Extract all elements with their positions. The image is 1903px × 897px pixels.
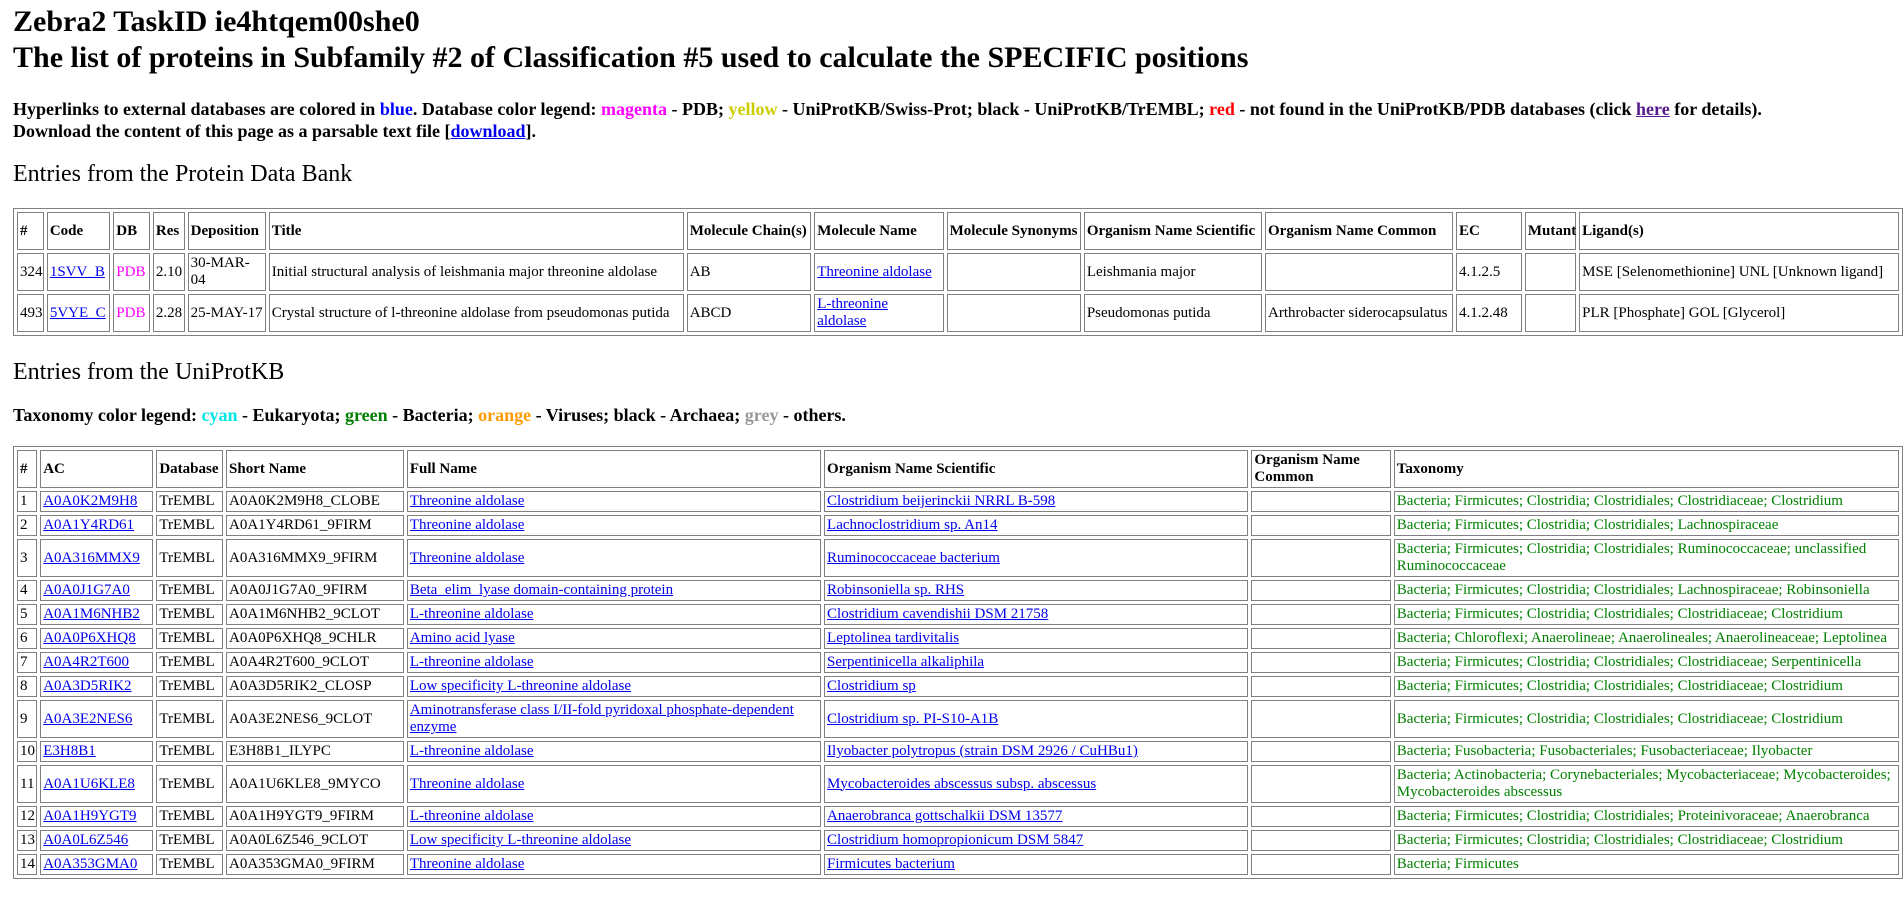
- uniprot-header-cell: Taxonomy: [1394, 450, 1899, 488]
- uniprot-cell: 7: [17, 652, 37, 673]
- uniprot-table-row: [17, 676, 1899, 697]
- pdb-header-cell: Title: [269, 212, 684, 250]
- uniprot-cell: 2: [17, 515, 37, 536]
- uniprot-cell: [824, 741, 1248, 762]
- page-subtitle: The list of proteins in Subfamily #2 of Classification #5 used to calculate the SPECIFIC positions: [13, 41, 1249, 74]
- uniprot-cell-link[interactable]: Threonine aldolase: [409, 493, 525, 509]
- pdb-cell: [947, 253, 1081, 291]
- uniprot-header-cell: AC: [40, 450, 153, 488]
- tax-legend-text: - others.: [778, 405, 846, 425]
- pdb-cell: PDB: [113, 253, 150, 291]
- pdb-cell: Pseudomonas putida: [1084, 294, 1262, 332]
- uniprot-cell: TrEMBL: [156, 580, 223, 601]
- uniprot-cell: [407, 700, 821, 738]
- uniprot-cell: 6: [17, 628, 37, 649]
- pdb-header-cell: Code: [47, 212, 110, 250]
- uniprot-cell: [40, 515, 153, 536]
- uniprot-cell: [1251, 700, 1390, 738]
- uniprot-cell: TrEMBL: [156, 741, 223, 762]
- uniprot-table-row: [17, 700, 1899, 738]
- uniprot-cell-link[interactable]: Leptolinea tardivitalis: [827, 630, 960, 646]
- uniprot-table-row: [17, 652, 1899, 673]
- pdb-cell: 30-MAR-04: [188, 253, 266, 291]
- pdb-cell: [47, 294, 110, 332]
- uniprot-cell-link[interactable]: L-threonine aldolase: [409, 606, 534, 622]
- uniprot-cell: [824, 580, 1248, 601]
- uniprot-cell: 10: [17, 741, 37, 762]
- uniprot-cell: [407, 765, 821, 803]
- uniprot-cell-link[interactable]: A0A353GMA0: [43, 856, 138, 872]
- uniprot-cell: Bacteria; Firmicutes; Clostridia; Clostridiales; Clostridiaceae; Serpentinicella: [1394, 652, 1899, 673]
- uniprot-cell: [1251, 676, 1390, 697]
- uniprot-table-row: [17, 830, 1899, 851]
- pdb-cell: 25-MAY-17: [188, 294, 266, 332]
- page-title: Zebra2 TaskID ie4htqem00she0: [13, 5, 420, 38]
- uniprot-cell-link[interactable]: L-threonine aldolase: [409, 654, 534, 670]
- uniprot-table-row: [17, 580, 1899, 601]
- uniprot-cell-link[interactable]: Ruminococcaceae bacterium: [827, 549, 1000, 566]
- pdb-cell: [1265, 253, 1453, 291]
- download-link[interactable]: download: [450, 121, 526, 141]
- uniprot-cell-link[interactable]: Amino acid lyase: [409, 630, 515, 646]
- tax-legend-text: Taxonomy color legend:: [13, 405, 202, 425]
- uniprot-cell-link[interactable]: Aminotransferase class I/II-fold pyridoxal phosphate-dependent enzyme: [409, 702, 794, 735]
- uniprot-cell: [40, 741, 153, 762]
- uniprot-cell: [407, 676, 821, 697]
- uniprot-cell-link[interactable]: Anaerobranca gottschalkii DSM 13577: [827, 808, 1063, 824]
- uniprot-cell: 3: [17, 539, 37, 577]
- tax-legend-cyan: cyan: [201, 405, 238, 425]
- uniprot-cell: [824, 700, 1248, 738]
- uniprot-cell: [407, 580, 821, 601]
- here-link[interactable]: here: [1636, 99, 1670, 119]
- uniprot-cell: [407, 628, 821, 649]
- pdb-cell-link[interactable]: L-threonine aldolase: [817, 296, 888, 329]
- pdb-cell: 493: [17, 294, 44, 332]
- uniprot-cell-link[interactable]: Clostridium beijerinckii NRRL B-598: [827, 493, 1056, 509]
- uniprot-cell: Bacteria; Firmicutes; Clostridia; Clostridiales; Clostridiaceae; Clostridium: [1394, 491, 1899, 512]
- uniprot-cell: A0A3E2NES6_9CLOT: [226, 700, 404, 738]
- uniprot-cell: [40, 604, 153, 625]
- uniprot-cell-link[interactable]: A0A0L6Z546: [43, 832, 129, 848]
- uniprot-cell: [40, 676, 153, 697]
- pdb-header-cell: Deposition: [188, 212, 266, 250]
- uniprot-cell: [40, 628, 153, 649]
- uniprot-cell: Bacteria; Firmicutes; Clostridia; Clostridiales; Clostridiaceae; Clostridium: [1394, 700, 1899, 738]
- pdb-cell: [47, 253, 110, 291]
- pdb-header-cell: Organism Name Common: [1265, 212, 1453, 250]
- uniprot-cell-link[interactable]: A0A0K2M9H8: [43, 493, 138, 509]
- uniprot-cell-link[interactable]: Threonine aldolase: [409, 549, 525, 566]
- pdb-cell: Crystal structure of l-threonine aldolase from pseudomonas putida: [269, 294, 684, 332]
- pdb-header-cell: Mutant: [1525, 212, 1576, 250]
- uniprot-cell-link[interactable]: A0A1U6KLE8: [43, 775, 135, 792]
- uniprot-cell: [824, 854, 1248, 875]
- uniprot-cell: Bacteria; Firmicutes; Clostridia; Clostridiales; Proteinivoraceae; Anaerobranca: [1394, 806, 1899, 827]
- uniprot-cell-link[interactable]: A0A0P6XHQ8: [43, 630, 136, 646]
- uniprot-cell: [824, 539, 1248, 577]
- uniprot-cell: A0A4R2T600_9CLOT: [226, 652, 404, 673]
- pdb-header-cell: #: [17, 212, 44, 250]
- uniprot-cell: [1251, 491, 1390, 512]
- uniprot-cell: A0A3D5RIK2_CLOSP: [226, 676, 404, 697]
- uniprot-cell-link[interactable]: L-threonine aldolase: [409, 743, 534, 759]
- pdb-section-heading: Entries from the Protein Data Bank: [13, 161, 353, 187]
- legend-text: - PDB;: [667, 99, 729, 119]
- uniprot-cell: [1251, 741, 1390, 762]
- uniprot-table-row: [17, 854, 1899, 875]
- uniprot-cell-link[interactable]: Clostridium sp: [827, 678, 916, 694]
- uniprot-cell: TrEMBL: [156, 830, 223, 851]
- uniprot-cell: 11: [17, 765, 37, 803]
- uniprot-cell-link[interactable]: Firmicutes bacterium: [827, 856, 955, 872]
- uniprot-table: [13, 446, 1903, 879]
- uniprot-cell: TrEMBL: [156, 854, 223, 875]
- uniprot-cell-link[interactable]: Mycobacteroides abscessus subsp. abscessus: [827, 775, 1097, 792]
- pdb-cell-link[interactable]: 5VYE_C: [49, 304, 106, 321]
- tax-legend-text: - Eukaryota;: [237, 405, 346, 425]
- uniprot-cell-link[interactable]: L-threonine aldolase: [409, 808, 534, 824]
- pdb-header-cell: EC: [1456, 212, 1522, 250]
- uniprot-cell: A0A1H9YGT9_9FIRM: [226, 806, 404, 827]
- pdb-cell: 4.1.2.48: [1456, 294, 1522, 332]
- uniprot-cell: TrEMBL: [156, 806, 223, 827]
- uniprot-cell: [40, 700, 153, 738]
- pdb-table: [13, 208, 1903, 336]
- tax-legend-text: - Viruses; black - Archaea;: [531, 405, 745, 425]
- pdb-cell: [1525, 294, 1576, 332]
- uniprot-cell: Bacteria; Firmicutes; Clostridia; Clostridiales; Clostridiaceae; Clostridium: [1394, 676, 1899, 697]
- uniprot-cell: [407, 652, 821, 673]
- download-text: ].: [525, 121, 537, 141]
- pdb-header-cell: Molecule Synonyms: [947, 212, 1081, 250]
- uniprot-cell: A0A353GMA0_9FIRM: [226, 854, 404, 875]
- uniprot-cell-link[interactable]: Threonine aldolase: [409, 856, 525, 872]
- pdb-cell-link[interactable]: Threonine aldolase: [817, 263, 932, 280]
- uniprot-cell: [407, 491, 821, 512]
- uniprot-cell-link[interactable]: A0A1Y4RD61: [43, 517, 135, 533]
- uniprot-cell: [824, 515, 1248, 536]
- uniprot-cell: TrEMBL: [156, 604, 223, 625]
- tax-legend-text: - Bacteria;: [387, 405, 479, 425]
- uniprot-cell: [407, 741, 821, 762]
- uniprot-cell: [40, 806, 153, 827]
- legend-red: red: [1209, 99, 1235, 119]
- uniprot-cell: 4: [17, 580, 37, 601]
- legend-text: Hyperlinks to external databases are colored in: [13, 99, 380, 119]
- uniprot-cell: E3H8B1_ILYPC: [226, 741, 404, 762]
- uniprot-header-cell: Full Name: [407, 450, 821, 488]
- uniprot-cell: [824, 806, 1248, 827]
- uniprot-cell: [1251, 830, 1390, 851]
- uniprot-table-header: [17, 450, 1899, 488]
- uniprot-cell-link[interactable]: A0A0J1G7A0: [43, 582, 130, 598]
- download-text: Download the content of this page as a parsable text file [: [13, 121, 451, 141]
- uniprot-cell: A0A0J1G7A0_9FIRM: [226, 580, 404, 601]
- pdb-header-cell: Ligand(s): [1579, 212, 1899, 250]
- pdb-cell: ABCD: [687, 294, 811, 332]
- uniprot-cell: A0A316MMX9_9FIRM: [226, 539, 404, 577]
- pdb-table-header: [17, 212, 1899, 250]
- uniprot-cell: A0A0K2M9H8_CLOBE: [226, 491, 404, 512]
- tax-legend-grey: grey: [744, 405, 779, 425]
- uniprot-cell-link[interactable]: Serpentinicella alkaliphila: [827, 654, 985, 670]
- uniprot-header-cell: Short Name: [226, 450, 404, 488]
- pdb-table-row: [17, 294, 1899, 332]
- uniprot-cell-link[interactable]: E3H8B1: [43, 743, 96, 759]
- pdb-cell: 4.1.2.5: [1456, 253, 1522, 291]
- uniprot-cell-link[interactable]: Beta_elim_lyase domain-containing protein: [409, 582, 674, 598]
- uniprot-cell: [824, 628, 1248, 649]
- uniprot-table-row: [17, 628, 1899, 649]
- uniprot-table-row: [17, 491, 1899, 512]
- uniprot-cell-link[interactable]: A0A1M6NHB2: [43, 606, 140, 622]
- uniprot-cell: [407, 830, 821, 851]
- pdb-cell-link[interactable]: 1SVV_B: [49, 263, 105, 280]
- pdb-cell: PDB: [113, 294, 150, 332]
- uniprot-cell: Bacteria; Chloroflexi; Anaerolineae; Anaerolineales; Anaerolineaceae; Leptolinea: [1394, 628, 1899, 649]
- legend-blue: blue: [379, 99, 413, 119]
- uniprot-cell: [40, 652, 153, 673]
- uniprot-cell-link[interactable]: Threonine aldolase: [409, 517, 525, 533]
- uniprot-cell-link[interactable]: A0A4R2T600: [43, 654, 130, 670]
- uniprot-cell: [407, 604, 821, 625]
- uniprot-cell: [407, 539, 821, 577]
- taxonomy-legend: [13, 404, 1890, 426]
- uniprot-cell: [824, 652, 1248, 673]
- uniprot-table-row: [17, 765, 1899, 803]
- pdb-header-cell: Organism Name Scientific: [1084, 212, 1262, 250]
- legend-yellow: yellow: [728, 99, 778, 119]
- uniprot-cell: Bacteria; Firmicutes; Clostridia; Clostridiales; Clostridiaceae; Clostridium: [1394, 830, 1899, 851]
- uniprot-cell: TrEMBL: [156, 628, 223, 649]
- uniprot-cell-link[interactable]: Clostridium sp. PI-S10-A1B: [827, 710, 999, 727]
- uniprot-cell: [1251, 580, 1390, 601]
- uniprot-cell: Bacteria; Firmicutes; Clostridia; Clostridiales; Clostridiaceae; Clostridium: [1394, 604, 1899, 625]
- uniprot-cell-link[interactable]: Ilyobacter polytropus (strain DSM 2926 / CuHBu1): [827, 743, 1138, 759]
- uniprot-cell: [40, 539, 153, 577]
- uniprot-cell: [1251, 539, 1390, 577]
- pdb-cell: [1525, 253, 1576, 291]
- pdb-header-cell: DB: [113, 212, 150, 250]
- legend-text: - UniProtKB/Swiss-Prot; black - UniProtKB/TrEMBL;: [777, 99, 1210, 119]
- uniprot-cell-link[interactable]: A0A3E2NES6: [43, 710, 133, 727]
- pdb-cell: PLR [Phosphate] GOL [Glycerol]: [1579, 294, 1899, 332]
- uniprot-cell: [40, 830, 153, 851]
- uniprot-table-row: [17, 604, 1899, 625]
- uniprot-cell: [1251, 604, 1390, 625]
- uniprot-cell: [407, 854, 821, 875]
- uniprot-cell-link[interactable]: A0A3D5RIK2: [43, 678, 132, 694]
- uniprot-cell: [824, 830, 1248, 851]
- uniprot-cell: [824, 765, 1248, 803]
- uniprot-cell: [1251, 806, 1390, 827]
- uniprot-cell: 8: [17, 676, 37, 697]
- uniprot-cell: [1251, 628, 1390, 649]
- uniprot-cell: TrEMBL: [156, 515, 223, 536]
- uniprot-cell: [824, 491, 1248, 512]
- uniprot-cell-link[interactable]: Robinsoniella sp. RHS: [827, 582, 965, 598]
- uniprot-cell: TrEMBL: [156, 652, 223, 673]
- uniprot-cell-link[interactable]: Clostridium cavendishii DSM 21758: [827, 606, 1049, 622]
- uniprot-cell: [407, 515, 821, 536]
- uniprot-cell: 1: [17, 491, 37, 512]
- uniprot-cell: [824, 604, 1248, 625]
- uniprot-cell: TrEMBL: [156, 491, 223, 512]
- uniprot-cell: Bacteria; Firmicutes; Clostridia; Clostridiales; Lachnospiraceae: [1394, 515, 1899, 536]
- pdb-cell: AB: [687, 253, 811, 291]
- uniprot-cell: A0A1U6KLE8_9MYCO: [226, 765, 404, 803]
- pdb-table-row: [17, 253, 1899, 291]
- uniprot-cell: 9: [17, 700, 37, 738]
- uniprot-cell: 14: [17, 854, 37, 875]
- uniprot-cell: [1251, 515, 1390, 536]
- pdb-cell: [814, 294, 943, 332]
- uniprot-cell-link[interactable]: A0A316MMX9: [43, 549, 140, 566]
- legend-text: - not found in the UniProtKB/PDB databases (click: [1234, 99, 1637, 119]
- uniprot-cell: TrEMBL: [156, 539, 223, 577]
- uniprot-table-row: [17, 539, 1899, 577]
- uniprot-cell: [40, 765, 153, 803]
- uniprot-cell: [40, 491, 153, 512]
- uniprot-cell-link[interactable]: A0A1H9YGT9: [43, 808, 137, 824]
- uniprot-cell-link[interactable]: Lachnoclostridium sp. An14: [827, 517, 998, 533]
- pdb-cell: [814, 253, 943, 291]
- uniprot-cell-link[interactable]: Threonine aldolase: [409, 775, 525, 792]
- uniprot-table-row: [17, 515, 1899, 536]
- legend-text: . Database color legend:: [412, 99, 601, 119]
- tax-legend-green: green: [345, 405, 388, 425]
- uniprot-cell-link[interactable]: Low specificity L-threonine aldolase: [409, 832, 631, 848]
- uniprot-cell: 13: [17, 830, 37, 851]
- uniprot-cell-link[interactable]: Low specificity L-threonine aldolase: [409, 678, 631, 694]
- pdb-cell: 2.28: [153, 294, 185, 332]
- pdb-cell: 2.10: [153, 253, 185, 291]
- uniprot-cell: Bacteria; Firmicutes; Clostridia; Clostridiales; Lachnospiraceae; Robinsoniella: [1394, 580, 1899, 601]
- uniprot-cell: [824, 676, 1248, 697]
- pdb-header-cell: Molecule Chain(s): [687, 212, 811, 250]
- uniprot-cell: TrEMBL: [156, 676, 223, 697]
- uniprot-table-row: [17, 741, 1899, 762]
- database-legend: [13, 98, 1890, 142]
- pdb-cell: [947, 294, 1081, 332]
- uniprot-cell: Bacteria; Firmicutes: [1394, 854, 1899, 875]
- pdb-cell: Leishmania major: [1084, 253, 1262, 291]
- uniprot-cell: A0A1M6NHB2_9CLOT: [226, 604, 404, 625]
- uniprot-header-cell: Organism Name Scientific: [824, 450, 1248, 488]
- uniprot-section-heading: Entries from the UniProtKB: [13, 359, 285, 385]
- pdb-cell: Arthrobacter siderocapsulatus: [1265, 294, 1453, 332]
- uniprot-cell: [1251, 652, 1390, 673]
- uniprot-cell: 5: [17, 604, 37, 625]
- uniprot-header-cell: Database: [156, 450, 223, 488]
- uniprot-cell: Bacteria; Fusobacteria; Fusobacteriales; Fusobacteriaceae; Ilyobacter: [1394, 741, 1899, 762]
- pdb-cell: 324: [17, 253, 44, 291]
- uniprot-table-row: [17, 806, 1899, 827]
- uniprot-cell: [1251, 854, 1390, 875]
- pdb-header-cell: Molecule Name: [814, 212, 943, 250]
- legend-magenta: magenta: [601, 99, 667, 119]
- uniprot-cell: [1251, 765, 1390, 803]
- uniprot-cell: [40, 854, 153, 875]
- uniprot-cell: TrEMBL: [156, 765, 223, 803]
- uniprot-cell: [407, 806, 821, 827]
- uniprot-cell: A0A0L6Z546_9CLOT: [226, 830, 404, 851]
- uniprot-cell: A0A1Y4RD61_9FIRM: [226, 515, 404, 536]
- uniprot-cell: TrEMBL: [156, 700, 223, 738]
- uniprot-header-cell: Organism Name Common: [1251, 450, 1390, 488]
- uniprot-cell: [40, 580, 153, 601]
- pdb-header-cell: Res: [153, 212, 185, 250]
- uniprot-cell: Bacteria; Actinobacteria; Corynebacteriales; Mycobacteriaceae; Mycobacteroides; Mycobacteroides abscessus: [1394, 765, 1899, 803]
- uniprot-cell: Bacteria; Firmicutes; Clostridia; Clostridiales; Ruminococcaceae; unclassified Ruminococcaceae: [1394, 539, 1899, 577]
- legend-text: for details).: [1669, 99, 1762, 119]
- tax-legend-orange: orange: [478, 405, 532, 425]
- uniprot-cell: A0A0P6XHQ8_9CHLR: [226, 628, 404, 649]
- uniprot-cell: 12: [17, 806, 37, 827]
- pdb-cell: Initial structural analysis of leishmania major threonine aldolase: [269, 253, 684, 291]
- pdb-cell: MSE [Selenomethionine] UNL [Unknown ligand]: [1579, 253, 1899, 291]
- uniprot-header-cell: #: [17, 450, 37, 488]
- uniprot-cell-link[interactable]: Clostridium homopropionicum DSM 5847: [827, 832, 1084, 848]
